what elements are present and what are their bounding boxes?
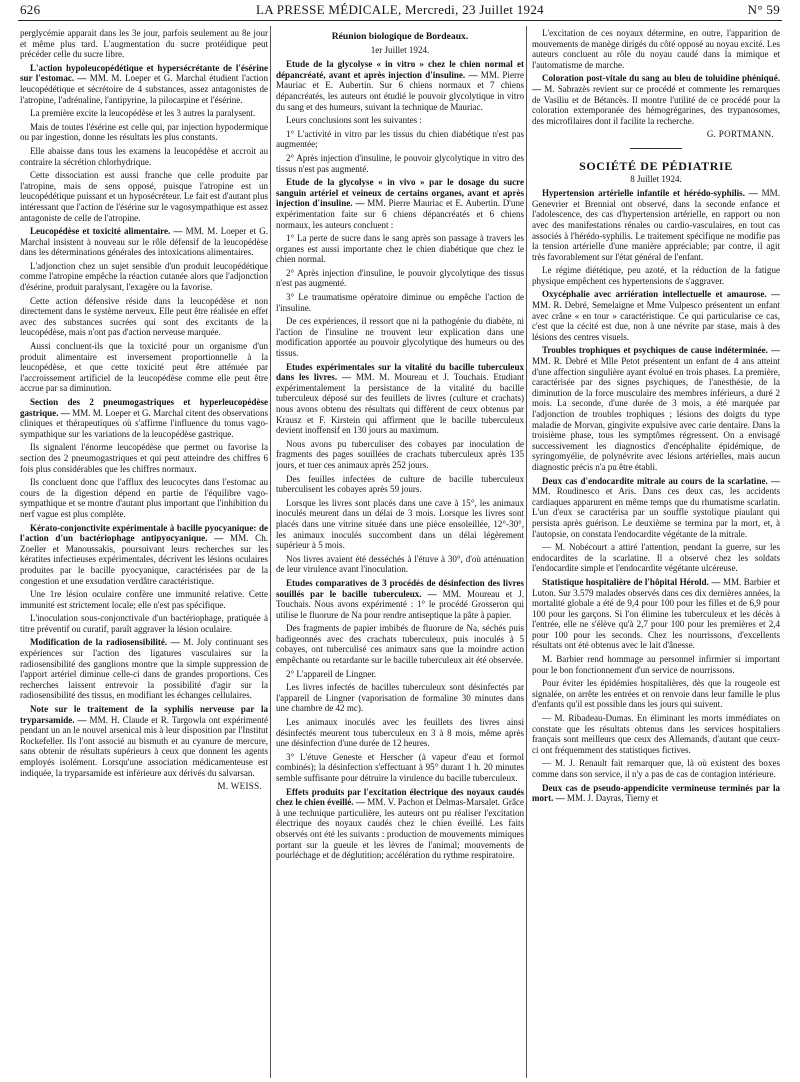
column-right (532, 28, 780, 1078)
paragraph: De ces expériences, il ressort que ni la pathogénie du diabète, ni l'action de l'insuline ne trouvent leur explication dans une modification apportée au pouvoir glycolytique des humeurs ou des tissus. (276, 316, 524, 359)
paragraph: Mais de toutes l'ésérine est celle qui, par injection hypodermique ou par ingestion, donne les résultats les plus constants. (20, 121, 268, 143)
paragraph: Les animaux inoculés avec les feuillets des livres ainsi désinfectés meurent tous tuberculeux en 3 à 8 mois, même après une désinfection d'une durée de 12 heures. (276, 717, 524, 749)
paragraph: Effets produits par l'excitation électrique des noyaux caudés chez le chien éveillé. — MM. V. Pachon et Delmas-Marsalet. Grâce à une technique particulière, les auteurs ont pu réaliser l'excitation électrique des noyaux caudés chez le chien éveillé. Les faits observés ont été les suivants : production de mouvements mimiques portant sur la gueule et les lèvres de l'animal; mouvements de pourléchage et de déglutition; accélération du rythme respiratoire. (276, 786, 524, 861)
paragraph: Etudes expérimentales sur la vitalité du bacille tuberculeux dans les livres. — MM. M. Moureau et J. Touchais. Etudiant expérimentalement la persistance de la vitalité du bacille tuberculeux déposé sur des feuillets de livres (culture et crachats) nous avons obtenu des résultats qui diffèrent de ceux obtenus par Krausz et F. Kirstein qui affirment que le bacille tuberculeux devient inoffensif en 130 jours au maximum. (276, 361, 524, 436)
journal-title: LA PRESSE MÉDICALE, Mercredi, 23 Juillet 1924 (256, 2, 544, 17)
paragraph: Etudes comparatives de 3 procédés de désinfection des livres souillés par le bacille tuberculeux. — MM. Moureau et J. Touchais. Nous avons expérimenté : 1° le procédé Grosseron qui utilise le fluorure de Na pour rendre antiseptique la pâte à papier. (276, 577, 524, 620)
header-rule (18, 20, 782, 21)
session-date: 8 Juillet 1924. (630, 173, 682, 184)
paragraph: Les livres infectés de bacilles tuberculeux sont désinfectés par l'appareil de Lingner (vaporisation de formaline 30 minutes dans une chambre de 42 mc). (276, 682, 524, 714)
column-divider (270, 26, 271, 1078)
paragraph: Deux cas d'endocardite mitrale au cours de la scarlatine. — MM. Roudinesco et Aris. Dans ces deux cas, les accidents cardiaques apparurent en même temps que du rhumatisme scarlatin. L'un d'eux se caractérisa par un souffle systolique piaulant qui persista après guérison. Le deuxième se termina par la mort, et, à l'autopsie, on constata l'endocardite végétante de la mitrale. (532, 475, 780, 539)
column-divider (526, 26, 527, 1078)
paragraph: — M. Ribadeau-Dumas. En éliminant les morts immédiates on constate que les résultats obtenus dans les services hospitaliers français sont meilleurs que ceux des Allemands, d'autant que ceux-ci ont fréquemment des statistiques fictives. (532, 713, 780, 755)
paragraph: L'inoculation sous-conjonctivale d'un bactériophage, pratiquée à titre préventif ou curatif, paraît aggraver la lésion oculaire. (20, 613, 268, 634)
paragraph: L'adjonction chez un sujet sensible d'un produit leucopédétique comme l'atropine empêche la réaction cutanée alors que l'adjonction d'ésérine, produit paralysant, l'exagère ou la favorise. (20, 260, 268, 293)
paragraph: Modification de la radiosensibilité. — M. Joly continuant ses expériences sur l'action des ligatures vasculaires sur la radiosensibilité des ganglions montre que la simple suppression de l'apport artériel diminue celle-ci dans de grandes proportions. Ces recherches laissent entrevoir la possibilité d'agir sur la radiosensibilité des tissus, en modifiant les échanges cellulaires. (20, 637, 268, 701)
paragraph: Etude de la glycolyse « in vivo » par le dosage du sucre sanguin artériel et veineux de certains organes, avant et après injection d'insuline. — MM. Pierre Mauriac et E. Aubertin. D'une expérimentation faite sur 6 chiens dépancréatés et 6 chiens normaux, les auteurs concluent : (276, 177, 524, 230)
paragraph: — M. J. Renault fait remarquer que, là où existent des boxes comme dans son service, il n'y a pas de cas de contagion intérieure. (532, 758, 780, 779)
signature: G. PORTMANN. (706, 129, 774, 140)
section-title: SOCIÉTÉ DE PÉDIATRIE (579, 158, 733, 173)
paragraph: 2° L'appareil de Lingner. (286, 668, 377, 679)
paragraph: Le régime diététique, peu azoté, et la réduction de la fatigue physique empêchent ces hypertensions de s'aggraver. (532, 265, 780, 286)
paragraph: Statistique hospitalière de l'hôpital Hérold. — MM. Barbier et Luton. Sur 3.579 malades observés dans ces dix dernières années, la mortalité globale a été de 9,4 pour 100 pour les filles et de 6,9 pour 100 pour les garçons. Si l'on élimine les tuberculeux et les décès à l'entrée, elle ne s'élève qu'à 2,7 pour 100 pour les premières et 2,4 pour 100 pour les seconds. Chez les nourrissons, d'excellents résultats ont été obtenus avec le lait d'ânesse. (532, 576, 780, 651)
paragraph: L'action hypoleucopédétique et hypersécrétante de l'ésérine sur l'estomac. — MM. M. Loeper et G. Marchal étudient l'action leucopédétique et sécrétoire de 4 substances, assez antagonistes de l'atropine, l'adrénaline, l'antipyrine, la pilocarpine et l'ésérine. (20, 62, 268, 105)
paragraph: — M. Nobécourt a attiré l'attention, pendant la guerre, sur les endocardites de la scarlatine. Il a observé chez les soldats l'endocardite simple et l'endocardite végétante ulcéreuse. (532, 542, 780, 574)
paragraph: Nos livres avaient été desséchés à l'étuve à 30°, d'où atténuation de leur virulence avant l'inoculation. (276, 553, 524, 575)
paragraph: Aussi concluent-ils que la toxicité pour un organisme d'un produit alimentaire est inversement proportionnelle à la leucopédèse, et que cette toxicité peut être atténuée par l'accroissement artificiel de la leucopédèse comme elle peut être accrue par sa diminution. (20, 341, 268, 394)
paragraph: Lorsque les livres sont placés dans une cave à 15°, les animaux inoculés meurent dans un délai de 3 mois. Lorsque les livres sont placés dans une vitrine située dans une pièce ensoleillée, 12°-30°, les animaux inoculés succombent dans un délai légèrement supérieur à 5 mois. (276, 497, 524, 551)
section-title: Réunion biologique de Bordeaux. (331, 31, 469, 42)
page-number: 626 (20, 2, 41, 17)
paragraph: 3° L'étuve Geneste et Herscher (à vapeur d'eau et formol combinés); la désinfection s'effectuant à 95° durant 1 h. 20 minutes semble suffisante pour détruire la virulence du bacille tuberculeux. (276, 751, 524, 783)
paragraph: Ils concluent donc que l'afflux des leucocytes dans l'estomac au cours de la digestion dépend en partie de l'équilibre vago-sympathique et se montre d'autant plus important que l'inhibition du nerf vague est plus complète. (20, 477, 268, 519)
paragraph: 2° Après injection d'insuline, le pouvoir glycolytique des tissus n'est pas augmenté. (276, 267, 524, 289)
paragraph: Leucopédèse et toxicité alimentaire. — MM. M. Loeper et G. Marchal insistent à nouveau sur le rôle défensif de la leucopédèse dans les déterminations générales des intoxications alimentaires. (20, 226, 268, 258)
paragraph: Nous avons pu tuberculiser des cobayes par inoculation de fragments des pages souillées de crachats tuberculeux après 135 jours, et tuer ces animaux après 252 jours. (276, 438, 524, 470)
paragraph: L'excitation de ces noyaux détermine, en outre, l'apparition de mouvements de manège dirigés du côté opposé au noyau excité. Les auteurs concluent au rôle du noyau caudé dans la mimique et l'automatisme de marche. (532, 28, 780, 70)
paragraph: Ils signalent l'énorme leucopédèse que permet ou favorise la section des 2 pneumogastriques et qui peut atteindre des chiffres 6 fois plus considérables que les chiffres normaux. (20, 442, 268, 474)
section-separator (630, 148, 682, 149)
paragraph: Une 1re lésion oculaire confère une immunité relative. Cette immunité est strictement locale; elle n'est pas spécifique. (20, 589, 268, 610)
paragraph: Coloration post-vitale du sang au bleu de toluidine phéniqué. — M. Sabrazès revient sur ce procédé et commente les remarques de Vasiliu et de Bétancès. Il montre l'utilité de ce procédé pour la coloration extemporanée des hémogrégarines, des trypanosomes, des microfilaires dont il facilite la recherche. (532, 73, 780, 126)
paragraph: 2° Après injection d'insuline, le pouvoir glycolytique in vitro des tissus n'est pas augmenté. (276, 152, 524, 174)
paragraph: Cette dissociation est aussi franche que celle produite par l'atropine, mais de sens opposé, puisque l'atropine est un leucopédétique puissant et un hyposécréteur. Le fait est d'autant plus intéressant que l'action de l'ésérine sur le vagosympathique est assez antagoniste de celle de l'atropine. (20, 170, 268, 223)
paragraph: Deux cas de pseudo-appendicite vermineuse terminés par la mort. — MM. J. Dayras, Tierny et (532, 782, 780, 804)
paragraph: Oxycéphalie avec arriération intellectuelle et amaurose. — MM. R. Debré, Semelaigne et Mme Vulpesco présentent un enfant avec crâne « en tour » caractéristique. Ce qui particularise ce cas, c'est que la cécité est due, non à une névrite par stase, mais à des lésions des centres visuels. (532, 289, 780, 342)
paragraph: Troubles trophiques et psychiques de cause indéterminée. — MM. R. Debré et Mlle Petot présentent un enfant de 4 ans atteint d'une affection singulière ayant évolué en trois phases. La première, caractérisée par des signes psychiques, de l'anesthésie, de la diminution de la force musculaire des membres inférieurs, a duré 2 mois. La seconde, d'une durée de 3 mois, a été marquée par l'adjonction de troubles trophiques ; lésions des doigts du type maladie de Morvan, gingivite expulsive avec carie dentaire. Dans la troisième phase, tous les symptômes régressent. On a envisagé successivement les diagnostics d'encéphalite épidémique, de syringomyélie, de polynévrite avec lésions artérielles, mais aucun diagnostic précis n'a pu être établi. (532, 345, 780, 472)
page-header (20, 2, 780, 20)
paragraph: Cette action défensive réside dans la leucopédèse et non directement dans le système nerveux. Elle peut être réalisée en effet avec des substances sucrées qui sont des excitants de la leucopédèse, mais n'ont pas d'action nerveuse marquée. (20, 295, 268, 338)
session-date: 1er Juillet 1924. (370, 44, 430, 55)
paragraph: 1° La perte de sucre dans le sang après son passage à travers les organes est aussi importante chez le chien diabétique que chez le chien normal. (276, 233, 524, 265)
paragraph: La première excite la leucopédèse et les 3 autres la paralysent. (30, 108, 256, 119)
paragraph: Pour éviter les épidémies hospitalières, dès que la rougeole est signalée, on arrête les entrées et on renvoie dans leur famille le plus d'enfants qu'il est possible dans les jours qui suivent. (532, 678, 780, 710)
paragraph: Kérato-conjonctivite expérimentale à bacille pyocyanique: de l'action d'un bactériophage antipyocyanique. — MM. Ch. Zoeller et Manoussakis, poursuivant leurs recherches sur les kératites infectieuses expérimentales, décrivent les lésions oculaires produites par le bacille pyocyanique, caractérisées par de la congestion et une exsudation verdâtre caractéristique. (20, 522, 268, 586)
issue-number: N° 59 (747, 2, 780, 17)
signature: M. WEISS. (217, 781, 262, 792)
paragraph: perglycémie apparait dans les 3e jour, parfois seulement au 8e jour et même plus tard. L'augmentation du sucre protéidique peut précéder celle du sucre libre. (20, 28, 268, 60)
paragraph: Note sur le traitement de la syphilis nerveuse par la tryparsamide. — MM. H. Claude et R. Targowla ont expérimenté pendant un an le nouvel arsenical mis à leur disposition par l'Institut Rockefeller. Ils l'ont associé au bismuth et au cyanure de mercure, sans obtenir de résultats supérieurs à ceux que donnent les agents employés isolément. Lorsqu'une association médicamenteuse est indiquée, la tryparsamide est inférieure aux dérivés du salvarsan. (20, 704, 268, 778)
paragraph: Des feuilles infectées de culture de bacille tuberculeux tuberculisent les cobayes après 59 jours. (276, 473, 524, 495)
paragraph: 1° L'activité in vitro par les tissus du chien diabétique n'est pas augmentée; (276, 128, 524, 150)
paragraph: Hypertension artérielle infantile et hérédo-syphilis. — MM. Genevrier et Brennial ont observé, dans la seconde enfance et l'adolescence, des cas d'hypertension artérielle, en rapport ou non avec des manifestations rénales ou cardio-vasculaires, en tout cas associés à l'hérédo-syphilis. Le traitement spécifique ne modifie pas la tension artérielle d'une manière appréciable; par contre, il agit très favorablement sur l'état général de l'enfant. (532, 188, 780, 262)
column-middle (276, 28, 524, 1078)
paragraph: Etude de la glycolyse « in vitro » chez le chien normal et dépancréaté, avant et après injection d'insuline. — MM. Pierre Mauriac et E. Aubertin. Sur 6 chiens normaux et 7 chiens dépancréatés, les auteurs ont étudié le pouvoir glycolytique in vitro du sang et des humeurs, suivant la technique de Mauriac. (276, 59, 524, 112)
paragraph: Elle abaisse dans tous les examens la leucopédèse et accroit au contraire la sécrétion chlorhydrique. (20, 145, 268, 167)
paragraph: 3° Le traumatisme opératoire diminue ou empêche l'action de l'insuline. (276, 292, 524, 313)
paragraph: Leurs conclusions sont les suivantes : (286, 115, 422, 126)
paragraph: Section des 2 pneumogastriques et hyperleucopédèse gastrique. — MM. M. Loeper et G. Marchal citent des observations cliniques et thérapeutiques où s'affirme l'influence du tonus vago-sympathique sur les variations de la leucopédèse gastrique. (20, 397, 268, 439)
column-left (20, 28, 268, 1078)
paragraph: Des fragments de papier imbibés de fluorure de Na, séchés puis badigeonnés avec des crachats tuberculeux, puis inoculés à 5 cobayes, ont tuberculisé ces animaux sans que la moindre action empêchante ou retardante sur le bacille tuberculeux ait été observée. (276, 623, 524, 666)
paragraph: M. Barbier rend hommage au personnel infirmier si important pour le bon fonctionnement d'un service de nourrissons. (532, 654, 780, 675)
